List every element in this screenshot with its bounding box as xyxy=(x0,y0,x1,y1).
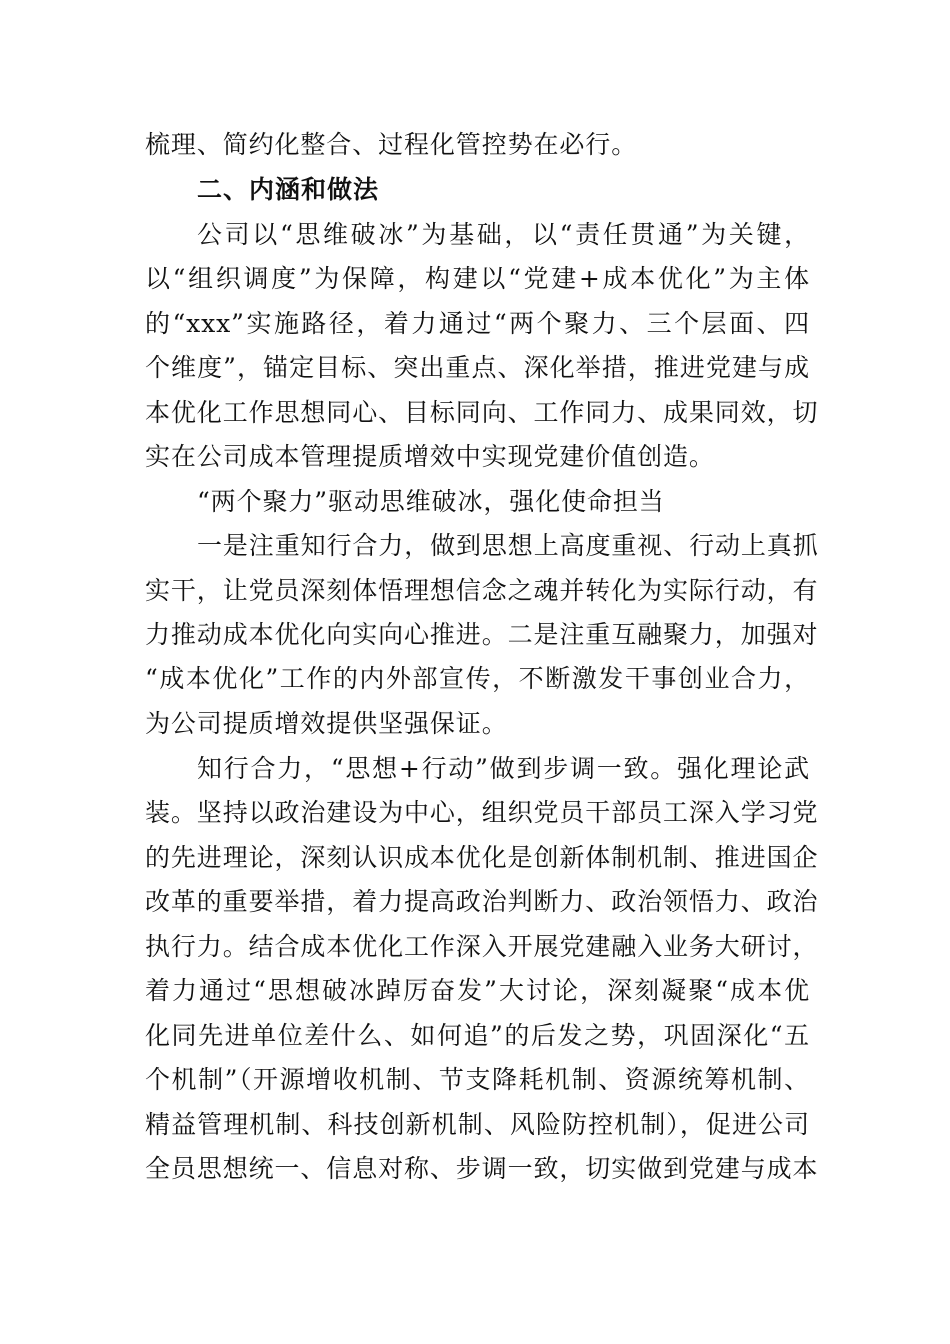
text-line-6: 个维度”，锚定目标、突出重点、深化举措，推进党建与成 xyxy=(145,353,810,382)
text-line-20: 着力通过“思想破冰踔厉奋发”大讨论，深刻凝聚“成本优 xyxy=(145,976,810,1005)
text-line-18: 改革的重要举措，着力提高政治判断力、政治领悟力、政治 xyxy=(145,887,819,916)
text-line-12: 力推动成本优化向实向心推进。二是注重互融聚力，加强对 xyxy=(145,620,819,649)
text-line-23: 精益管理机制、科技创新机制、风险防控机制），促进公司 xyxy=(145,1110,810,1139)
text-line-14: 为公司提质增效提供坚强保证。 xyxy=(145,709,508,738)
text-line-5: 的“xxx”实施路径，着力通过“两个聚力、三个层面、四 xyxy=(145,309,810,338)
text-line-10: 一是注重知行合力，做到思想上高度重视、行动上真抓 xyxy=(197,531,819,560)
section-heading: 二、内涵和做法 xyxy=(197,175,380,204)
text-line-8: 实在公司成本管理提质增效中实现党建价值创造。 xyxy=(145,442,715,471)
text-line-3: 公司以“思维破冰”为基础，以“责任贯通”为关键， xyxy=(197,220,810,249)
text-line-24: 全员思想统一、信息对称、步调一致，切实做到党建与成本 xyxy=(145,1154,819,1183)
text-line-21: 化同先进单位差什么、如何追”的后发之势，巩固深化“五 xyxy=(145,1021,810,1050)
text-line-7: 本优化工作思想同心、目标同向、工作同力、成果同效，切 xyxy=(145,398,819,427)
text-line-15: 知行合力，“思想+行动”做到步调一致。强化理论武 xyxy=(197,754,810,783)
text-line-16: 装。坚持以政治建设为中心，组织党员干部员工深入学习党 xyxy=(145,798,819,827)
text-line-17: 的先进理论，深刻认识成本优化是创新体制机制、推进国企 xyxy=(145,843,819,872)
text-line-4: 以“组织调度”为保障，构建以“党建+成本优化”为主体 xyxy=(145,264,810,293)
text-line-22: 个机制”（开源增收机制、节支降耗机制、资源统筹机制、 xyxy=(145,1065,810,1094)
text-line-19: 执行力。结合成本优化工作深入开展党建融入业务大研讨， xyxy=(145,932,819,961)
text-line-13: “成本优化”工作的内外部宣传，不断激发干事创业合力， xyxy=(145,664,810,693)
text-line-1: 梳理、简约化整合、过程化管控势在必行。 xyxy=(145,130,638,159)
text-line-11: 实干，让党员深刻体悟理想信念之魂并转化为实际行动，有 xyxy=(145,576,819,605)
subheading: “两个聚力”驱动思维破冰，强化使命担当 xyxy=(197,487,665,516)
